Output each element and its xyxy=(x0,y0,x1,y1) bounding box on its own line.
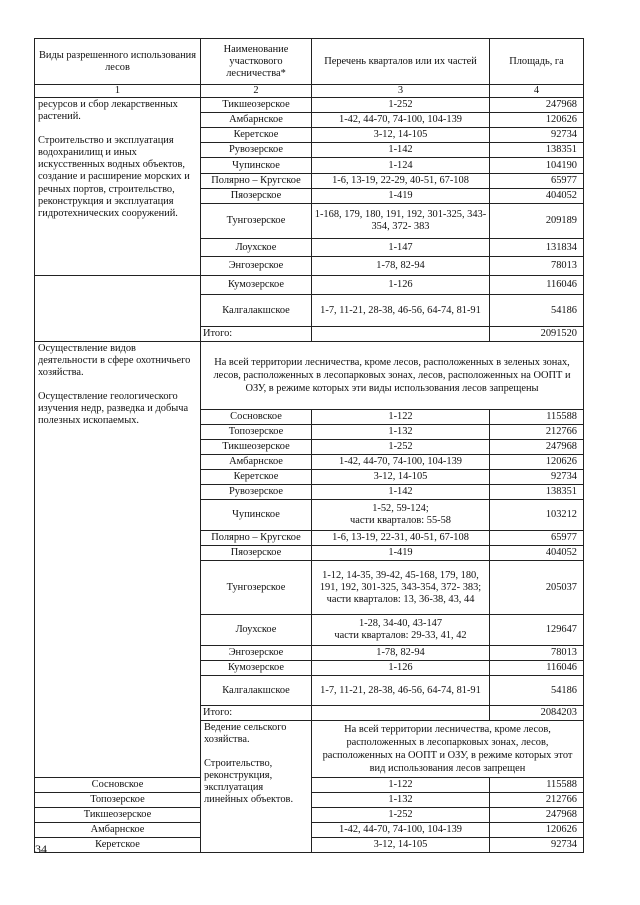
quarters-text: 1-42, 44-70, 74-100, 104-139 xyxy=(339,114,462,125)
quarters-cell xyxy=(312,113,490,128)
area-value: 247968 xyxy=(490,98,584,113)
forestry-name: Чупинское xyxy=(201,158,312,174)
quarters-cell xyxy=(312,128,490,143)
quarters-cell xyxy=(312,561,490,615)
forestry-name: Рувозерское xyxy=(201,485,312,500)
quarters-cell xyxy=(312,661,490,676)
quarters-cell xyxy=(312,98,490,113)
area-value: 247968 xyxy=(490,440,584,455)
usage-text: Осуществление геологического изучения недр, разведка и добыча полезных ископаемых. xyxy=(38,391,189,427)
header-row xyxy=(35,39,584,85)
quarters-cell xyxy=(312,295,490,327)
quarters-text: 1-12, 14-35, 39-42, 45-168, 179, 180, 191, 192, 301-325, 343-354, 372- 383; xyxy=(319,569,482,593)
forestry-name: Чупинское xyxy=(201,500,312,531)
total-label: Итого: xyxy=(201,706,312,721)
usage-text: Строительство и эксплуатация водохранилищ и иных искусственных водных объектов, создание и расширение морских и речных портов, строительство, реконструкция и эксплуатация гидротехнических сооружений. xyxy=(38,135,190,219)
quarters-cell xyxy=(312,425,490,440)
forestry-name: Амбарнское xyxy=(35,823,201,838)
quarters-text: 1-419 xyxy=(388,190,413,201)
forestry-name: Лоухское xyxy=(201,239,312,257)
area-value: 115588 xyxy=(490,778,584,793)
usage-cell xyxy=(201,721,312,853)
forestry-name: Калгалакшское xyxy=(201,676,312,706)
quarters-cell xyxy=(312,808,490,823)
usage-text: Строительство, реконструкция, эксплуатация линейных объектов. xyxy=(204,758,294,806)
quarters-cell xyxy=(312,615,490,646)
area-value: 404052 xyxy=(490,546,584,561)
forestry-name: Тикшеозерское xyxy=(201,98,312,113)
usage-spacer xyxy=(38,379,197,391)
quarters-cell xyxy=(312,257,490,276)
area-value: 92734 xyxy=(490,838,584,853)
header-area: Площадь, га xyxy=(490,39,584,85)
quarters-part-text: части кварталов: 29-33, 41, 42 xyxy=(334,630,467,641)
forestry-name: Сосновское xyxy=(35,778,201,793)
quarters-text: 1-78, 82-94 xyxy=(376,260,425,271)
quarters-cell xyxy=(312,158,490,174)
area-value: 138351 xyxy=(490,485,584,500)
area-value: 54186 xyxy=(490,295,584,327)
total-label: Итого: xyxy=(201,327,312,342)
quarters-cell xyxy=(312,778,490,793)
quarters-text: 1-122 xyxy=(388,411,413,422)
note-text: На всей территории лесничества, кроме лесов, расположенных в лесопарковых зонах, лесов, расположенных на ООПТ и ОЗУ, в режиме которых этот вид использования лесов запрещен xyxy=(312,721,584,778)
quarters-text: 1-132 xyxy=(388,426,413,437)
quarters-text: 1-168, 179, 180, 191, 192, 301-325, 343-354, 372- 383 xyxy=(314,209,487,232)
forestry-name: Керетское xyxy=(35,838,201,853)
forestry-name: Тикшеозерское xyxy=(201,440,312,455)
area-value: 212766 xyxy=(490,425,584,440)
note-row xyxy=(35,342,584,410)
quarters-cell xyxy=(312,455,490,470)
quarters-cell xyxy=(312,440,490,455)
quarters-text: 1-7, 11-21, 28-38, 46-56, 64-74, 81-91 xyxy=(320,304,481,316)
area-value: 209189 xyxy=(490,204,584,239)
forestry-name: Кумозерское xyxy=(201,661,312,676)
header-forestry: Наименование участкового лесничества* xyxy=(201,39,312,85)
quarters-text: 3-12, 14-105 xyxy=(373,839,428,850)
quarters-text: 1-419 xyxy=(388,547,413,558)
quarters-cell xyxy=(312,204,490,239)
forestry-name: Керетское xyxy=(201,470,312,485)
forestry-name: Топозерское xyxy=(201,425,312,440)
quarters-text: 1-6, 13-19, 22-29, 40-51, 67-108 xyxy=(332,175,469,186)
total-empty xyxy=(312,706,490,721)
forestry-name: Керетское xyxy=(201,128,312,143)
table-row xyxy=(35,276,584,295)
area-value: 120626 xyxy=(490,455,584,470)
quarters-cell xyxy=(312,410,490,425)
forestry-name: Энгозерское xyxy=(201,257,312,276)
area-value: 92734 xyxy=(490,470,584,485)
column-number: 2 xyxy=(201,85,312,98)
forestry-name: Кумозерское xyxy=(201,276,312,295)
area-value: 116046 xyxy=(490,276,584,295)
area-value: 138351 xyxy=(490,143,584,158)
forestry-name: Энгозерское xyxy=(201,646,312,661)
area-value: 104190 xyxy=(490,158,584,174)
area-value: 103212 xyxy=(490,500,584,531)
column-number: 4 xyxy=(490,85,584,98)
quarters-text: 1-132 xyxy=(388,794,413,805)
area-value: 120626 xyxy=(490,823,584,838)
quarters-cell xyxy=(312,239,490,257)
quarters-cell xyxy=(312,823,490,838)
usage-text: Осуществление видов деятельности в сфере охотничьего хозяйства. xyxy=(38,343,191,379)
usage-cell xyxy=(35,342,201,778)
quarters-text: 1-126 xyxy=(388,662,413,673)
area-value: 212766 xyxy=(490,793,584,808)
page-number: 34 xyxy=(35,842,47,856)
forestry-name: Калгалакшское xyxy=(201,295,312,327)
quarters-cell xyxy=(312,646,490,661)
area-value: 205037 xyxy=(490,561,584,615)
quarters-text: 1-252 xyxy=(388,441,413,452)
column-number: 1 xyxy=(35,85,201,98)
area-value: 129647 xyxy=(490,615,584,646)
quarters-cell xyxy=(312,189,490,204)
quarters-cell xyxy=(312,793,490,808)
forestry-name: Тунгозерское xyxy=(201,561,312,615)
note-text: На всей территории лесничества, кроме лесов, расположенных в зеленых зонах, лесов, расположенных в лесопарковых зонах, лесов, расположенных на ООПТ и ОЗУ, в режиме которых эти виды использования лесов запрещены xyxy=(201,342,584,410)
quarters-text: 1-6, 13-19, 22-31, 40-51, 67-108 xyxy=(332,532,469,543)
quarters-part-text: части кварталов: 13, 36-38, 43, 44 xyxy=(326,593,475,605)
quarters-cell xyxy=(312,470,490,485)
quarters-cell xyxy=(312,500,490,531)
quarters-cell xyxy=(312,838,490,853)
header-quarters: Перечень кварталов или их частей xyxy=(312,39,490,85)
forestry-name: Рувозерское xyxy=(201,143,312,158)
forestry-name: Тунгозерское xyxy=(201,204,312,239)
area-value: 404052 xyxy=(490,189,584,204)
quarters-cell xyxy=(312,546,490,561)
quarters-text: 1-42, 44-70, 74-100, 104-139 xyxy=(339,824,462,835)
quarters-cell xyxy=(312,276,490,295)
area-value: 131834 xyxy=(490,239,584,257)
forestry-name: Полярно – Кругское xyxy=(201,174,312,189)
quarters-text: 1-78, 82-94 xyxy=(376,647,425,658)
total-value: 2091520 xyxy=(490,327,584,342)
forestry-name: Полярно – Кругское xyxy=(201,531,312,546)
quarters-text: 1-252 xyxy=(388,809,413,820)
quarters-text: 1-28, 34-40, 43-147 xyxy=(358,618,443,629)
quarters-cell xyxy=(312,531,490,546)
area-value: 247968 xyxy=(490,808,584,823)
quarters-text: 1-252 xyxy=(388,99,413,110)
area-value: 115588 xyxy=(490,410,584,425)
quarters-text: 1-52, 59-124; xyxy=(372,503,429,514)
forestry-name: Пяозерское xyxy=(201,189,312,204)
forestry-name: Лоухское xyxy=(201,615,312,646)
quarters-text: 1-147 xyxy=(388,241,413,253)
header-usage: Виды разрешенного использования лесов xyxy=(35,39,201,85)
quarters-text: 1-42, 44-70, 74-100, 104-139 xyxy=(339,456,462,467)
area-value: 78013 xyxy=(490,646,584,661)
table-row xyxy=(35,98,584,113)
quarters-text: 1-124 xyxy=(388,159,413,171)
area-value: 116046 xyxy=(490,661,584,676)
quarters-cell xyxy=(312,174,490,189)
quarters-text: 1-7, 11-21, 28-38, 46-56, 64-74, 81-91 xyxy=(320,684,481,696)
column-number-row xyxy=(35,85,584,98)
usage-spacer xyxy=(204,746,308,758)
area-value: 78013 xyxy=(490,257,584,276)
quarters-text: 3-12, 14-105 xyxy=(373,471,428,482)
quarters-cell xyxy=(312,485,490,500)
quarters-cell xyxy=(312,676,490,706)
usage-spacer xyxy=(38,123,197,135)
forestry-name: Топозерское xyxy=(35,793,201,808)
area-value: 54186 xyxy=(490,676,584,706)
quarters-text: 1-122 xyxy=(388,779,413,790)
forestry-name: Тикшеозерское xyxy=(35,808,201,823)
column-number: 3 xyxy=(312,85,490,98)
total-empty xyxy=(312,327,490,342)
usage-cell-empty xyxy=(35,276,201,342)
forestry-name: Сосновское xyxy=(201,410,312,425)
area-value: 92734 xyxy=(490,128,584,143)
usage-cell xyxy=(35,98,201,276)
usage-text: ресурсов и сбор лекарственных растений. xyxy=(38,99,178,123)
total-value: 2084203 xyxy=(490,706,584,721)
quarters-text: 3-12, 14-105 xyxy=(373,129,428,140)
area-value: 65977 xyxy=(490,531,584,546)
forest-use-table xyxy=(34,38,584,853)
usage-text: Ведение сельского хозяйства. xyxy=(204,722,287,746)
quarters-part-text: части кварталов: 55-58 xyxy=(349,515,452,526)
quarters-text: 1-142 xyxy=(388,144,413,155)
forestry-name: Амбарнское xyxy=(201,113,312,128)
area-value: 120626 xyxy=(490,113,584,128)
quarters-cell xyxy=(312,143,490,158)
forestry-name: Амбарнское xyxy=(201,455,312,470)
forestry-name: Пяозерское xyxy=(201,546,312,561)
area-value: 65977 xyxy=(490,174,584,189)
quarters-text: 1-126 xyxy=(388,279,413,290)
quarters-text: 1-142 xyxy=(388,486,413,497)
